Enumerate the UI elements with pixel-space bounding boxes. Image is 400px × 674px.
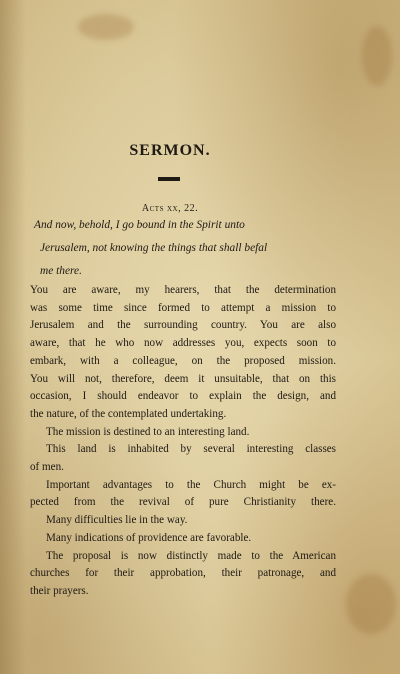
paper-stain (346, 574, 396, 634)
body-line: was some time since formed to attempt a mission to (30, 301, 336, 314)
page-title: SERMON. (129, 142, 211, 159)
epigraph-line: me there. (40, 265, 82, 277)
sermon-body (30, 282, 336, 601)
body-line: This land is inhabited by several interesting classes (46, 443, 336, 456)
scripture-citation: Acts xx, 22. (141, 203, 199, 214)
epigraph (34, 214, 334, 283)
body-line: the nature, of the contemplated undertaking. (30, 407, 227, 420)
body-line: pected from the revival of pure Christianity there. (30, 496, 336, 509)
epigraph-line: And now, behold, I go bound in the Spirit unto (34, 219, 245, 231)
body-line: churches for their approbation, their patronage, and (30, 567, 336, 580)
body-line: aware, that he who now addresses you, expects soon to (30, 337, 336, 350)
body-line: occasion, I should endeavor to explain the design, and (30, 390, 336, 403)
body-line: You will not, therefore, deem it unsuitable, that on this (30, 372, 336, 385)
body-line: embark, with a colleague, on the proposed mission. (30, 354, 336, 367)
paper-stain (362, 26, 392, 86)
body-line: Important advantages to the Church might be ex- (46, 478, 336, 491)
paper-stain (78, 14, 134, 40)
body-line: You are aware, my hearers, that the determination (30, 284, 336, 296)
body-line: Jerusalem and the surrounding country. You are also (30, 319, 336, 332)
body-line: Many difficulties lie in the way. (46, 514, 188, 527)
body-line: Many indications of providence are favorable. (46, 531, 252, 544)
body-line: of men. (30, 461, 64, 474)
epigraph-line: Jerusalem, not knowing the things that shall befal (40, 242, 268, 254)
title-rule (158, 177, 180, 181)
body-line: The proposal is now distinctly made to the American (46, 549, 336, 562)
body-line: their prayers. (30, 584, 89, 597)
body-line: The mission is destined to an interesting land. (46, 425, 250, 438)
